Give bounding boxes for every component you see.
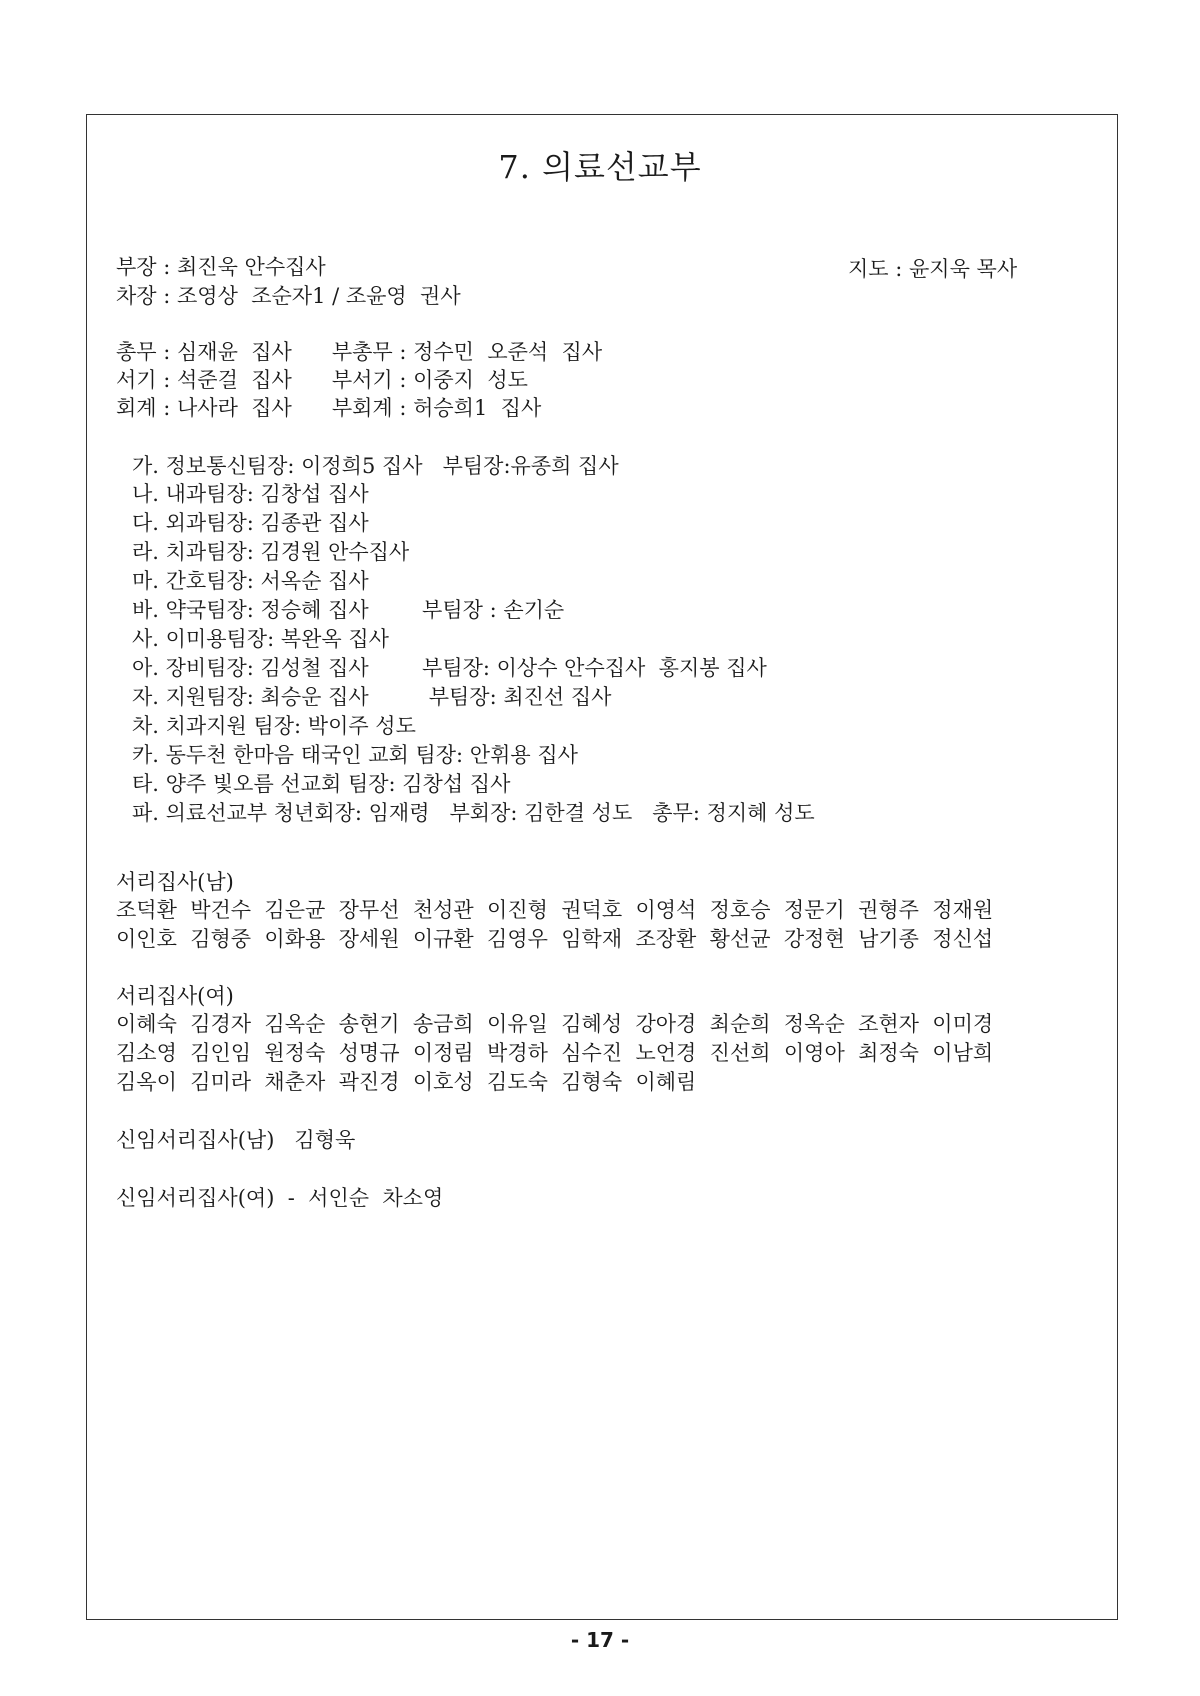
deacons-male-heading: 서리집사(남) [116,870,234,894]
page-number: - 17 - [570,1628,630,1652]
team-line: 타. 양주 빛오름 선교회 팀장: 김창섭 집사 [132,772,511,796]
team-line: 가. 정보통신팀장: 이정희5 집사 부팀장:유종희 집사 [132,454,619,478]
deacons-female-heading: 서리집사(여) [116,984,234,1008]
team-line: 다. 외과팀장: 김종관 집사 [132,511,369,535]
guide-line: 지도 : 윤지욱 목사 [848,257,1018,281]
page-title: 7. 의료선교부 [498,148,702,186]
officer-line: 서기 : 석준걸 집사 부서기 : 이중지 성도 [116,368,528,392]
deacons-male-line: 조덕환 박건수 김은균 장무선 천성관 이진형 권덕호 이영석 정호승 정문기 권형주 정재원 [116,898,994,922]
vice-head-line: 차장 : 조영상 조순자1 / 조윤영 권사 [116,284,461,308]
team-line: 바. 약국팀장: 정승혜 집사 부팀장 : 손기순 [132,598,565,622]
team-line: 자. 지원팀장: 최승운 집사 부팀장: 최진선 집사 [132,685,612,709]
team-line: 차. 치과지원 팀장: 박이주 성도 [132,714,416,738]
deacons-male-line: 이인호 김형중 이화용 장세원 이규환 김영우 임학재 조장환 황선균 강정현 남기종 정신섭 [116,927,994,951]
team-line: 마. 간호팀장: 서옥순 집사 [132,569,369,593]
officer-line: 회계 : 나사라 집사 부회계 : 허승희1 집사 [116,396,542,420]
deacons-female-line: 김옥이 김미라 채춘자 곽진경 이호성 김도숙 김형숙 이혜림 [116,1070,697,1094]
head-line: 부장 : 최진욱 안수집사 [116,255,326,279]
new-deacons-female: 신임서리집사(여) - 서인순 차소영 [116,1186,444,1210]
team-line: 파. 의료선교부 청년회장: 임재령 부회장: 김한결 성도 총무: 정지혜 성도 [132,801,815,825]
team-line: 카. 동두천 한마음 태국인 교회 팀장: 안휘용 집사 [132,743,578,767]
officer-line: 총무 : 심재윤 집사 부총무 : 정수민 오준석 집사 [116,340,603,364]
deacons-female-line: 김소영 김인임 원정숙 성명규 이정림 박경하 심수진 노언경 진선희 이영아 최정숙 이남희 [116,1041,994,1065]
team-line: 나. 내과팀장: 김창섭 집사 [132,482,369,506]
team-line: 아. 장비팀장: 김성철 집사 부팀장: 이상수 안수집사 홍지봉 집사 [132,656,767,680]
team-line: 라. 치과팀장: 김경원 안수집사 [132,540,410,564]
team-line: 사. 이미용팀장: 복완옥 집사 [132,627,389,651]
new-deacons-male: 신임서리집사(남) 김형욱 [116,1128,356,1152]
deacons-female-line: 이혜숙 김경자 김옥순 송현기 송금희 이유일 김혜성 강아경 최순희 정옥순 조현자 이미경 [116,1012,994,1036]
